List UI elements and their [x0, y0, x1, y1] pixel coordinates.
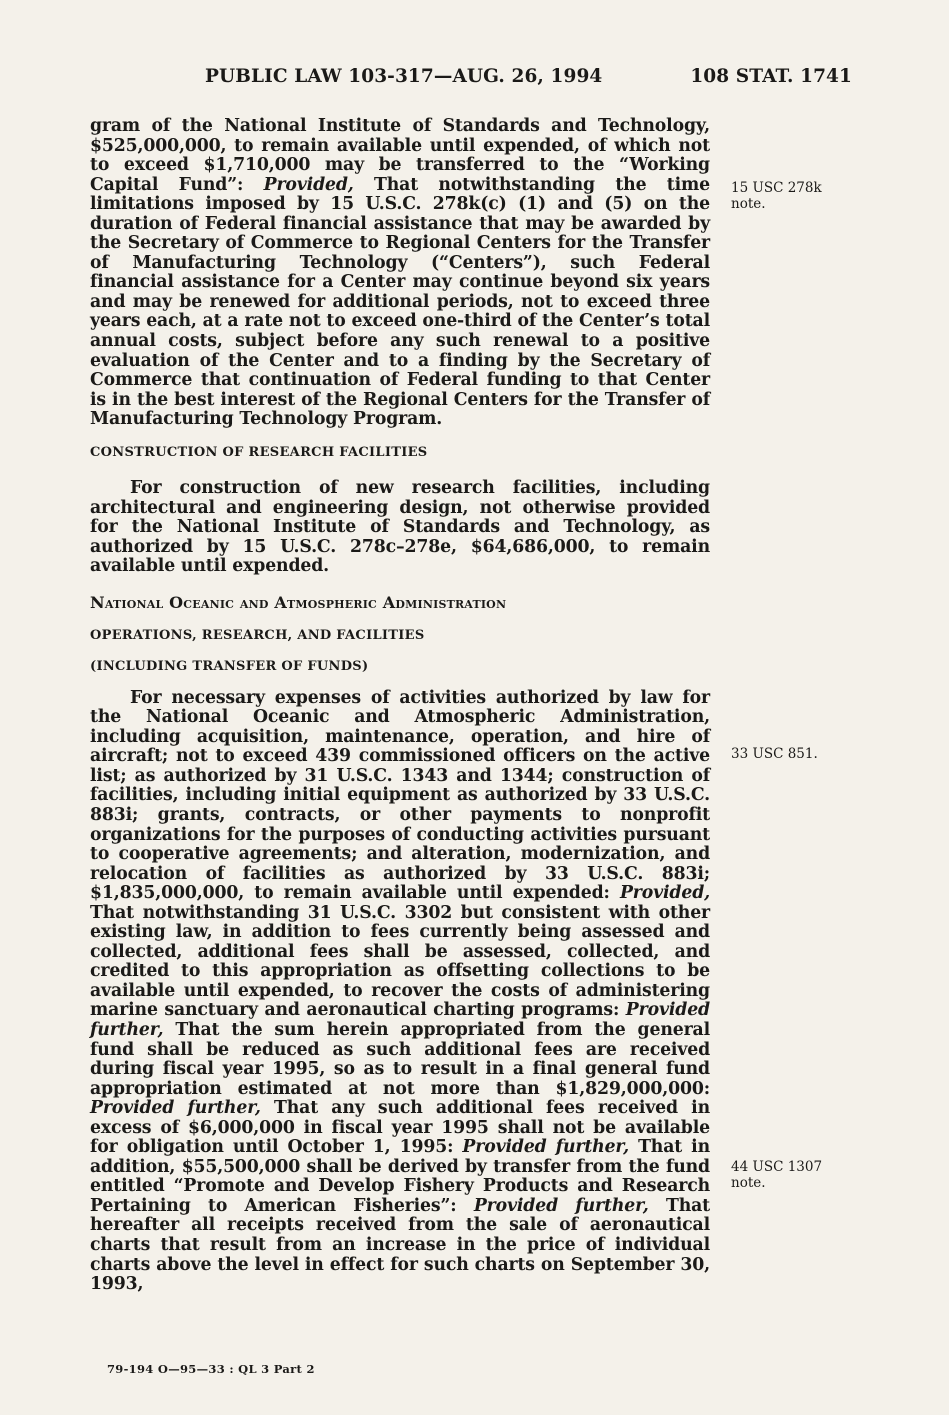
paragraph-construction: For construction of new research facilities, including architectural and engineering design, not otherwise provided for the National Institute of Standards and Technology, as authorized by 15 U.S.C. 278c–278e, $64,686,000, to remain available until expended.	[90, 478, 710, 577]
law-title: PUBLIC LAW 103-317—AUG. 26, 1994	[205, 66, 603, 87]
margin-note-44-usc-1307: 44 USC 1307 note.	[731, 1159, 823, 1191]
margin-note-33-usc-851: 33 USC 851.	[731, 746, 818, 762]
statute-citation: 108 STAT. 1741	[690, 66, 852, 87]
heading-operations: OPERATIONS, RESEARCH, AND FACILITIES	[90, 627, 425, 643]
paragraph-nist-funding: gram of the National Institute of Standards and Technology, $525,000,000, to remain available until expended, of which not to exceed $1,710,000 may be transferred to the “Working Capital Fund”: Provided, That notwithstanding the time limitations imposed by 15 U.S.C. 278k(c) (1) and (5) on the duration of Federal financial assistance that may be awarded by the Secretary of Commerce to Regional Centers for the Transfer of Manufacturing Technology (“Centers”), such Federal financial assistance for a Center may continue beyond six years and may be renewed for additional periods, not to exceed three years each, at a rate not to exceed one-third of the Center’s total annual costs, subject before any such renewal to a positive evaluation of the Center and to a finding by the Secretary of Commerce that continuation of Federal funding to that Center is in the best interest of the Regional Centers for the Transfer of Manufacturing Technology Program.	[90, 116, 710, 430]
heading-construction: CONSTRUCTION OF RESEARCH FACILITIES	[90, 444, 428, 460]
margin-note-15-usc-278k: 15 USC 278k note.	[731, 180, 822, 212]
heading-noaa: National Oceanic and Atmospheric Administration	[90, 593, 507, 613]
body-text	[90, 117, 710, 1295]
print-footer: 79-194 O—95—33 : QL 3 Part 2	[107, 1362, 315, 1376]
paragraph-noaa-operations: For necessary expenses of activities authorized by law for the National Oceanic and Atmospheric Administration, including acquisition, maintenance, operation, and hire of aircraft; not to exceed 439 commissioned officers on the active list; as authorized by 31 U.S.C. 1343 and 1344; construction of facilities, including initial equipment as authorized by 33 U.S.C. 883i; grants, contracts, or other payments to nonprofit organizations for the purposes of conducting activities pursuant to cooperative agreements; and alteration, modernization, and relocation of facilities as authorized by 33 U.S.C. 883i; $1,835,000,000, to remain available until expended: Provided, That notwithstanding 31 U.S.C. 3302 but consistent with other existing law, in addition to fees currently being assessed and collected, additional fees shall be assessed, collected, and credited to this appropriation as offsetting collections to be available until expended, to recover the costs of administering marine sanctuary and aeronautical charting programs: Provided further, That the sum herein appropriated from the general fund shall be reduced as such additional fees are received during fiscal year 1995, so as to result in a final general fund appropriation estimated at not more than $1,829,000,000: Provided further, That any such additional fees received in excess of $6,000,000 in fiscal year 1995 shall not be available for obligation until October 1, 1995: Provided further, That in addition, $55,500,000 shall be derived by transfer from the fund entitled “Promote and Develop Fishery Products and Research Pertaining to American Fisheries”: Provided further, That hereafter all receipts received from the sale of aeronautical charts that result from an increase in the price of individual charts above the level in effect for such charts on September 30, 1993,	[90, 687, 711, 1295]
heading-transfer-of-funds: (INCLUDING TRANSFER OF FUNDS)	[90, 659, 369, 675]
